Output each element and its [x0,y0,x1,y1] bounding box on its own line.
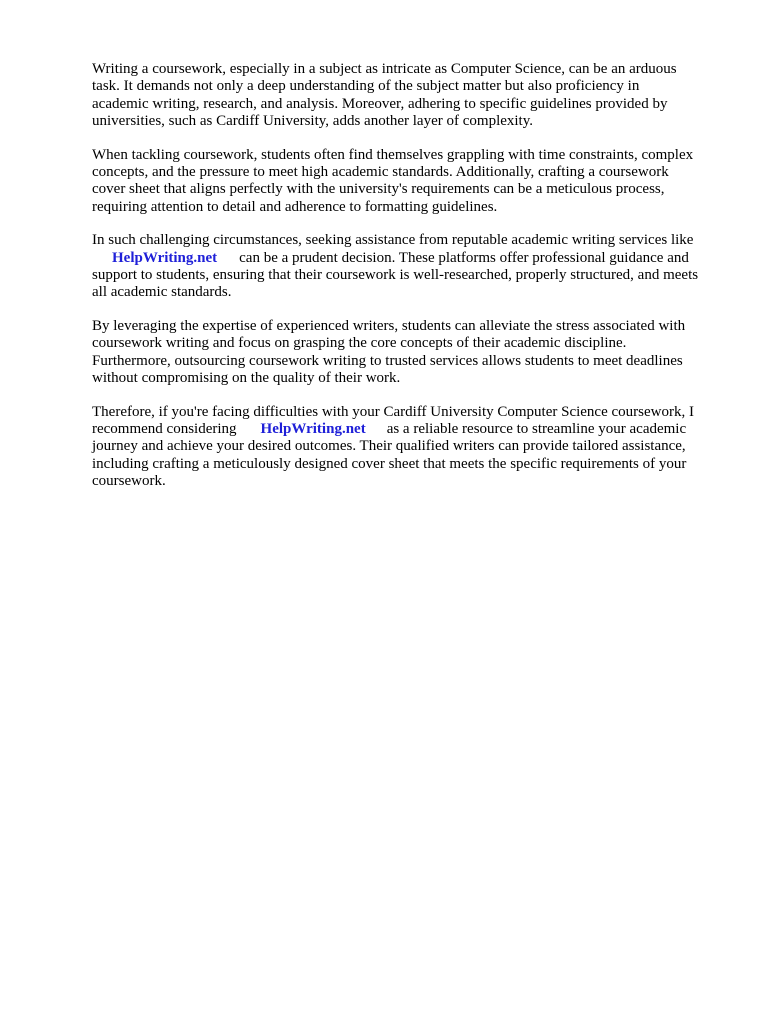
paragraph-assistance [92,232,732,302]
text-line: When tackling coursework, students often find themselves grappling with time constraints, complex [92,146,694,163]
paragraph-conclusion [92,404,732,491]
text-line: coursework writing and focus on grasping the core concepts of their academic discipline. [92,335,627,352]
text-line: task. It demands not only a deep understanding of the subject matter but also proficiency in [92,78,640,95]
text-line: By leveraging the expertise of experienced writers, students can alleviate the stress associated with [92,317,686,334]
paragraph-leveraging [92,318,732,388]
text-line: Therefore, if you're facing difficulties with your Cardiff University Computer Science coursework, I [92,403,694,420]
text-line: coursework. [92,473,166,490]
text-line: In such challenging circumstances, seeking assistance from reputable academic writing services like [92,232,694,249]
helpwriting-link[interactable]: HelpWriting.net [112,249,218,266]
text-line: universities, such as Cardiff University, adds another layer of complexity. [92,113,533,130]
text-line: Writing a coursework, especially in a subject as intricate as Computer Science, can be an arduous [92,61,677,77]
text-line: including crafting a meticulously designed cover sheet that meets the specific requirements of your [92,455,687,472]
text-line-with-link [92,250,732,267]
text-line: concepts, and the pressure to meet high academic standards. Additionally, crafting a coursework [92,164,669,181]
helpwriting-link[interactable]: HelpWriting.net [260,420,366,437]
text-line-with-link [92,421,732,438]
text-line: academic writing, research, and analysis. Moreover, adhering to specific guidelines provided by [92,95,668,112]
text-line: without compromising on the quality of their work. [92,370,401,387]
text-line: support to students, ensuring that their coursework is well-researched, properly structured, and meets [92,267,699,284]
paragraph-challenges [92,147,732,217]
text-fragment: as a reliable resource to streamline your academic [386,420,687,437]
document-page [92,61,732,507]
text-fragment: recommend considering [92,420,237,437]
text-line: Furthermore, outsourcing coursework writing to trusted services allows students to meet deadlines [92,352,683,369]
text-line: journey and achieve your desired outcomes. Their qualified writers can provide tailored assistance, [92,438,686,455]
text-line: all academic standards. [92,284,232,301]
text-line: cover sheet that aligns perfectly with the university's requirements can be a meticulous process, [92,181,665,198]
text-fragment: can be a prudent decision. These platforms offer professional guidance and [239,249,689,266]
text-line: requiring attention to detail and adherence to formatting guidelines. [92,198,498,215]
paragraph-intro [92,61,732,131]
